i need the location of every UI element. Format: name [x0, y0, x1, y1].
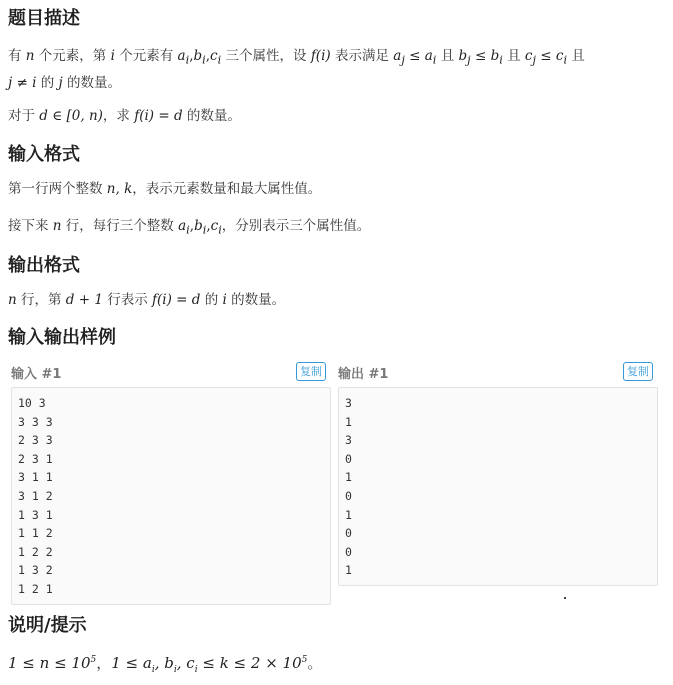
math-abc: $a_i,b_i,c_i$ [178, 218, 222, 237]
sample-input-label: 输入 #1 [11, 367, 62, 382]
code-line: 0 [345, 488, 352, 503]
code-line: 3 3 3 [18, 414, 53, 429]
math-abc-bound: $1 \le a_i$, $b_i$, $c_i \le k \le 2 \times 10^5$ [111, 654, 308, 675]
stray-dot [564, 597, 566, 599]
code-line: 0 [345, 526, 352, 541]
copy-output-button[interactable]: 复制 [623, 362, 653, 381]
text: 且 [502, 48, 525, 64]
text: 个元素，第 [34, 48, 111, 64]
copy-input-button[interactable]: 复制 [296, 362, 326, 381]
code-line: 1 3 2 [18, 563, 53, 578]
section-title-hint: 说明/提示 [8, 615, 87, 636]
code-line: 2 3 3 [18, 433, 53, 448]
hint-paragraph: $1 \le n \le 10^5$，$1 \le a_i$, $b_i$, $c_i \le k \le 2 \times 10^5$。 [8, 654, 323, 675]
math-n: n [52, 218, 62, 234]
input-format-paragraph-1: 第一行两个整数 n, k，表示元素数量和最大属性值。 [8, 181, 322, 197]
text: 三个属性，设 [221, 48, 311, 64]
input-format-paragraph-2: 接下来 n 行，每行三个整数 $a_i,b_i,c_i$，分别表示三个属性值。 [8, 218, 371, 237]
text: 有 [8, 48, 26, 64]
output-format-paragraph: n 行，第 d + 1 行表示 f(i) = d 的 i 的数量。 [8, 292, 286, 308]
section-title-samples: 输入输出样例 [8, 327, 116, 348]
text: 且 [567, 48, 585, 64]
code-line: 3 1 2 [18, 488, 53, 503]
text: 表示满足 [330, 48, 394, 64]
text: 的数量。 [62, 74, 121, 91]
math-cond-b: $b_j \le b_i$ [458, 48, 503, 67]
sample-output-code[interactable] [338, 387, 658, 586]
math-i: i [222, 292, 227, 308]
math-cond-c: $c_j \le c_i$ [524, 48, 568, 67]
section-title-description: 题目描述 [8, 8, 80, 29]
math-d-plus-1: d + 1 [65, 292, 103, 308]
text: 的 [36, 74, 59, 91]
text: 个元素有 [114, 48, 178, 64]
math-fi: f(i) [310, 48, 331, 64]
description-paragraph-2: 对于 d ∈ [0, n)，求 f(i) = d 的数量。 [8, 108, 241, 124]
math-d-range: d ∈ [0, n) [39, 108, 103, 124]
code-line: 1 3 1 [18, 507, 53, 522]
code-line: 3 [345, 433, 352, 448]
code-line: 1 2 1 [18, 581, 53, 596]
description-paragraph-1 [8, 45, 658, 94]
math-n-bound: $1 \le n \le 10^5$ [8, 654, 97, 672]
math-abc: $a_i,b_i,c_i$ [177, 48, 222, 67]
code-line: 1 [345, 470, 352, 485]
sample-output-label: 输出 #1 [338, 367, 389, 382]
code-line: 1 [345, 563, 352, 578]
math-cond-a: $a_j \le a_i$ [393, 48, 437, 67]
section-title-output-format: 输出格式 [8, 255, 80, 276]
math-i: i [110, 48, 115, 64]
code-line: 0 [345, 544, 352, 559]
sample-input-code[interactable] [11, 387, 331, 605]
code-line: 1 [345, 507, 352, 522]
code-line: 1 1 2 [18, 526, 53, 541]
code-line: 0 [345, 451, 352, 466]
code-line: 3 1 1 [18, 470, 53, 485]
code-line: 3 [345, 396, 352, 410]
code-line: 1 2 2 [18, 544, 53, 559]
math-j-neq-i: j ≠ i [8, 74, 37, 91]
math-fi-eq-d: f(i) = d [152, 292, 201, 308]
section-title-input-format: 输入格式 [8, 144, 80, 165]
code-line: 10 3 [18, 396, 46, 410]
code-line: 2 3 1 [18, 451, 53, 466]
math-j: j [58, 74, 63, 91]
code-line: 1 [345, 414, 352, 429]
math-n: n [25, 48, 35, 64]
math-n: n [8, 292, 17, 308]
text: 且 [436, 48, 459, 64]
math-fi-eq-d: f(i) = d [134, 108, 183, 124]
math-n-k: n, k [106, 181, 133, 197]
